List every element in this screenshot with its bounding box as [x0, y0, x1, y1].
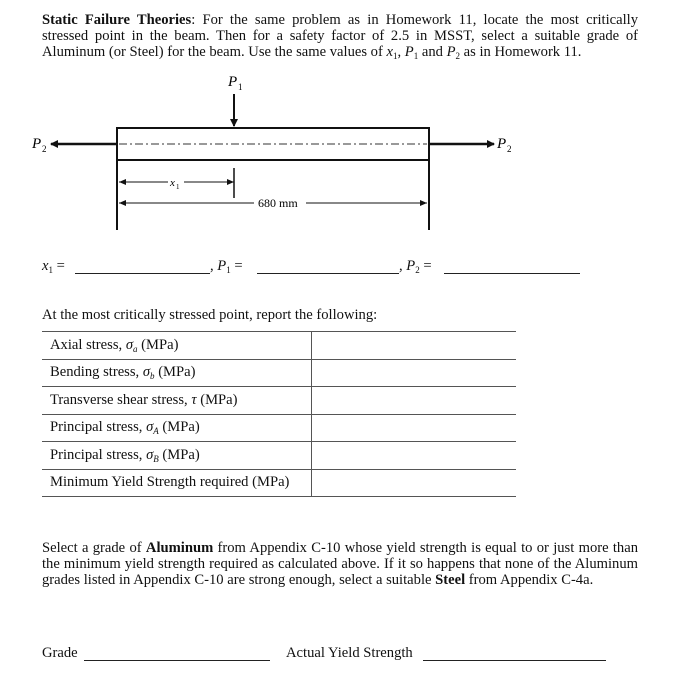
bending-stress-input[interactable]	[311, 359, 516, 387]
p2-sub: 2	[415, 265, 420, 275]
problem-statement	[42, 12, 638, 60]
x1-dim-sub: 1	[176, 183, 180, 191]
row-post: (MPa)	[158, 419, 200, 436]
problem-heading: Static Failure Theories	[42, 12, 192, 28]
grade-label: Grade	[42, 645, 78, 661]
span-label: 680 mm	[258, 196, 298, 210]
row-sub: a	[133, 343, 138, 354]
span-arrowhead-right	[420, 200, 427, 206]
and-word: and	[418, 44, 447, 60]
row-label-principal-b	[42, 442, 311, 470]
p2-answer-label	[399, 258, 432, 275]
x1-dim-label: x	[170, 177, 175, 189]
row-sym: σ	[142, 364, 151, 381]
table-row	[42, 469, 516, 497]
table-row	[42, 387, 516, 415]
row-pre: Principal stress,	[50, 446, 147, 463]
p1-sub: 1	[226, 265, 231, 275]
p1-label: P	[228, 74, 238, 90]
row-sub: A	[153, 426, 159, 437]
row-sub: b	[150, 371, 155, 382]
report-table	[42, 331, 516, 497]
var-p1: P	[404, 44, 414, 60]
span-arrowhead-left	[119, 200, 126, 206]
p1-answer-label	[210, 258, 243, 275]
row-post: (MPa)	[196, 391, 238, 408]
table-row	[42, 414, 516, 442]
x1-arrowhead-left	[119, 179, 126, 185]
row-pre: Principal stress,	[50, 419, 147, 436]
row-label-axial	[42, 332, 311, 360]
p2-prefix: ,	[399, 258, 407, 274]
p1-var: P	[217, 258, 227, 274]
grade-field[interactable]	[84, 660, 270, 661]
sub-2: 2	[455, 51, 460, 61]
steel-bold: Steel	[435, 572, 466, 588]
sub-1b: 1	[413, 51, 419, 61]
var-x1: x	[386, 44, 393, 60]
selection-text-3: from Appendix C-4a.	[465, 572, 594, 588]
p1-eq: =	[230, 258, 243, 274]
table-row	[42, 442, 516, 470]
x1-answer-field[interactable]	[75, 273, 210, 274]
row-label-bending	[42, 359, 311, 387]
table-row	[42, 332, 516, 360]
selection-instructions	[42, 540, 638, 588]
shear-stress-input[interactable]	[311, 387, 516, 415]
principal-a-input[interactable]	[311, 414, 516, 442]
principal-b-input[interactable]	[311, 442, 516, 470]
x1-sub: 1	[48, 265, 53, 275]
row-sub: B	[153, 453, 159, 464]
aluminum-bold: Aluminum	[145, 540, 214, 556]
problem-text-a: : For the same problem as in Homework 11, locate the most critically stressed point in the beam. Then for a safety factor of 2.5 in MSST, select a suitable grade of Aluminum (or Steel) for the beam. Use the same values of	[42, 12, 638, 60]
selection-text-2: from Appendix C-10 whose yield strength is equal to or just more than the minimum yield strength required as calculated above. If it so happens that none of the Aluminum grades listed in Appendix C-10 are strong enough, select a suitable	[42, 540, 639, 588]
x1-eq: =	[52, 258, 65, 274]
row-post: (MPa)	[158, 446, 200, 463]
p2-var: P	[406, 258, 416, 274]
p2-right-label: P	[497, 136, 507, 152]
yield-field[interactable]	[423, 660, 606, 661]
sub-1: 1	[392, 51, 398, 61]
row-pre: Axial stress,	[50, 336, 126, 353]
p2-answer-field[interactable]	[444, 273, 580, 274]
row-label-principal-a	[42, 414, 311, 442]
row-label-min-yield	[42, 469, 311, 497]
axial-stress-input[interactable]	[311, 332, 516, 360]
table-row	[42, 359, 516, 387]
comma: ,	[397, 44, 405, 60]
row-label-shear	[42, 387, 311, 415]
p1-answer-field[interactable]	[257, 273, 399, 274]
row-sym: σ	[146, 419, 154, 436]
row-pre: Minimum Yield Strength required (MPa)	[50, 474, 290, 491]
p1-sub: 1	[238, 82, 243, 92]
row-post: (MPa)	[137, 336, 179, 353]
row-pre: Bending stress,	[50, 364, 143, 381]
row-sym: σ	[146, 446, 154, 463]
p2-left-sub: 2	[42, 144, 47, 154]
yield-label: Actual Yield Strength	[286, 645, 413, 661]
p2-eq: =	[419, 258, 432, 274]
row-pre: Transverse shear stress,	[50, 391, 192, 408]
row-sym: τ	[191, 391, 197, 408]
row-sym: σ	[125, 336, 134, 353]
selection-text-1: Select a grade of	[42, 540, 146, 556]
report-prompt: At the most critically stressed point, report the following:	[42, 307, 378, 323]
x1-var: x	[42, 258, 49, 274]
problem-text-b: as in Homework 11.	[459, 44, 582, 60]
x1-arrowhead-right	[227, 179, 234, 185]
row-post: (MPa)	[154, 364, 196, 381]
p2-right-sub: 2	[507, 144, 512, 154]
beam-diagram	[0, 70, 684, 310]
min-yield-input[interactable]	[311, 469, 516, 497]
p1-prefix: ,	[210, 258, 218, 274]
p2-left-label: P	[32, 136, 42, 152]
x1-answer-label	[42, 258, 65, 275]
var-p2: P	[446, 44, 456, 60]
